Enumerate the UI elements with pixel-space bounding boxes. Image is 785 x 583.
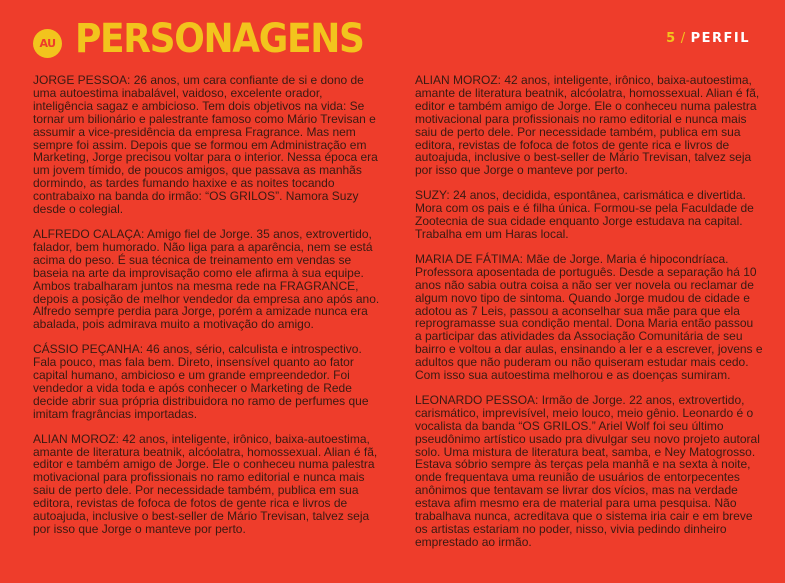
section-label: PERFIL: [690, 31, 750, 46]
page-title: PERSONAGENS: [75, 16, 364, 62]
character-paragraph-alian: ALIAN MOROZ: 42 anos, inteligente, irônico, baixa-autoestima, amante de literatura beatnik, alcóolatra, homossexual. Alian é fã, editor e também amigo de Jorge. Ele o conheceu numa palestra motivacional para profissionais no ramo editorial e nunca mais saiu de perto dele. Por necessidade também, publica em sua editora, revistas de fofoca de fotos de gente rica e livros de autoajuda, inclusive o best-seller de Mário Trevisan, talvez seja por isso que Jorge o manteve por perto.: [415, 73, 760, 178]
left-column: [33, 74, 381, 548]
character-paragraph-maria: MARIA DE FÁTIMA: Mãe de Jorge. Maria é hipocondríaca. Professora aposentada de português. Desde a separação há 10 anos não sabia outra coisa a não ser ver novela ou reclamar de algum novo tipo de sintoma. Quando Jorge mudou de cidade e adotou as 7 Leis, passou a aconselhar sua mãe para que ela reprogramasse sua condição mental. Dona Maria então passou a participar das atividades da Associação Comunitária de seu bairro e voltou a dar aulas, ensinando a ler e a escrever, jovens e adultos que não puderam ou não quiseram estudar mais cedo. Com isso sua autoestima melhorou e as doenças sumiram.: [415, 251, 763, 383]
section-marker: [666, 31, 750, 46]
character-paragraph-cassio: CÁSSIO PEÇANHA: 46 anos, sério, calculista e introspectivo. Fala pouco, mas fala bem. Direto, insensível quanto ao fator capital humano, ambicioso e um grande empreendedor. Foi vendedor a vida toda e após conhecer o Marketing de Rede decide abrir sua própria distribuidora no ramo de perfumes que imitam fragrâncias importadas.: [33, 342, 369, 421]
page-number: 5: [666, 31, 677, 46]
character-paragraph-leonardo: LEONARDO PESSOA: Irmão de Jorge. 22 anos, extrovertido, carismático, imprevisível, meio louco, meio gênio. Leonardo é o vocalista da banda “OS GRILOS.” Ariel Wolf foi seu último pseudônimo artístico usado pra divulgar seu novo projeto autoral solo. Uma mistura de literatura beat, samba, e Ney Matogrosso. Estava sóbrio sempre às terças pela manhã e na sexta à noite, onde frequentava uma reunião de usuários de entorpecentes anônimos que tentavam se livrar dos vícios, mas na verdade estava afim mesmo era de material para uma pesquisa. Não trabalhava nunca, acreditava que o sistema iria cair e em breve os artistas estariam no poder, nisso, vivia pedindo dinheiro emprestado ao irmão.: [415, 392, 760, 549]
character-paragraph-suzy: SUZY: 24 anos, decidida, espontânea, carismática e divertida. Mora com os pais e é filha única. Formou-se pela Faculdade de Zootecnia de sua cidade enquanto Jorge estudava na capital. Trabalha em um Haras local.: [415, 188, 754, 241]
character-paragraph-jorge: JORGE PESSOA: 26 anos, um cara confiante de si e dono de uma autoestima inabalável, vaidoso, excelente orador, inteligência sagaz e ambicioso. Tem dois objetivos na vida: Se tornar um bilionário e palestrante famoso como Mário Trevisan e assumir a vice-presidência da empresa Fragrance. Mas nem sempre foi assim. Depois que se formou em Administração em Marketing, Jorge precisou voltar para o interior. Nessa época era um jovem tímido, de poucos amigos, que passava as manhãs dormindo, as tardes fumando haxixe e as noites tocando contrabaixo na banda do irmão: “OS GRILOS”. Namora Suzy desde o colegial.: [33, 73, 378, 217]
character-paragraph-alfredo: ALFREDO CALAÇA: Amigo fiel de Jorge. 35 anos, extrovertido, falador, bem humorado. Não liga para a aparência, nem se está acima do peso. É sua técnica de treinamento em vendas se baseia na arte da improvisação como ele afirma à sua equipe. Ambos trabalharam juntos na mesma rede na FRAGRANCE, depois a posição de melhor vendedor da empresa ano após ano. Alfredo sempre perdia para Jorge, porém a amizade nunca era abalada, pois admirava muito a motivação do amigo.: [33, 226, 380, 332]
section-separator: /: [680, 31, 687, 46]
au-logo: AU: [33, 29, 62, 58]
character-paragraph-alian: ALIAN MOROZ: 42 anos, inteligente, irônico, baixa-autoestima, amante de literatura beatnik, alcóolatra, homossexual. Alian é fã, editor e também amigo de Jorge. Ele o conheceu numa palestra motivacional para profissionais no ramo editorial e nunca mais saiu de perto dele. Por necessidade também, publica em sua editora, revistas de fofoca de fotos de gente rica e livros de autoajuda, inclusive o best-seller de Mário Trevisan, talvez seja por isso que Jorge o manteve por perto.: [33, 431, 378, 536]
right-column: [415, 74, 763, 561]
